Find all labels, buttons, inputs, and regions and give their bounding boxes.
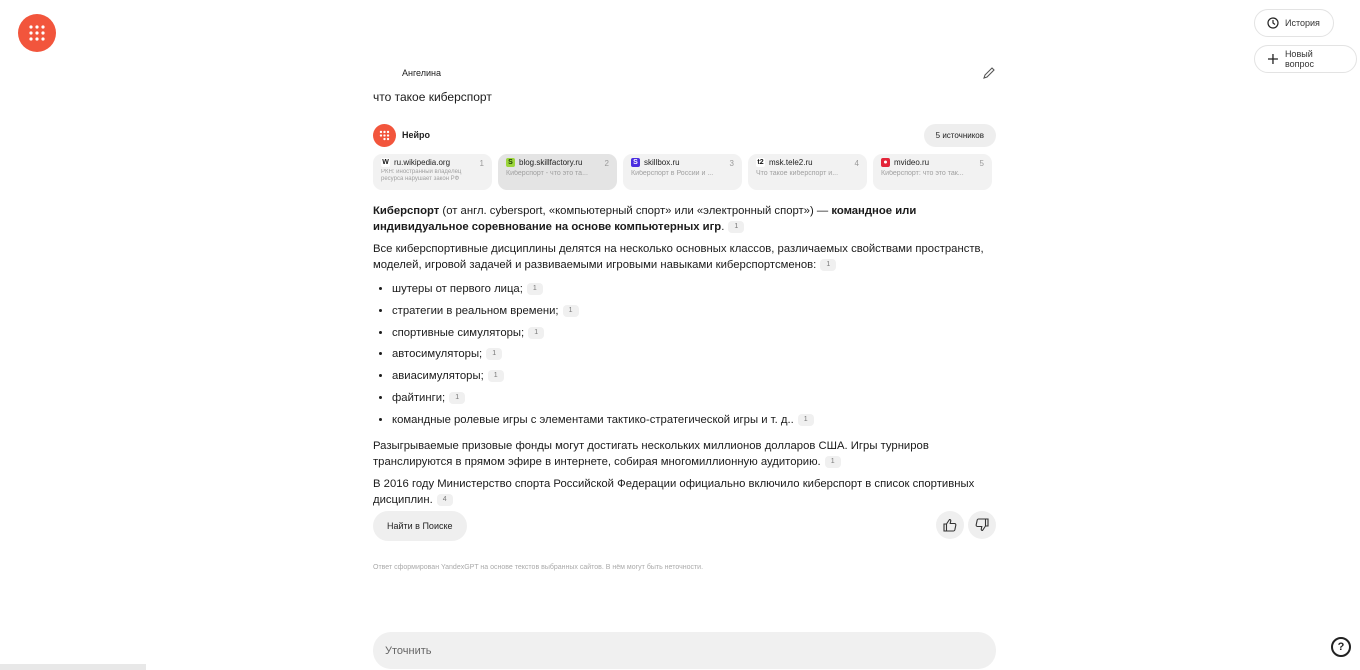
paragraph-text: Разыгрываемые призовые фонды могут достигать нескольких миллионов долларов США. Игры турниров транслируются в прямом эфире в интернете, собирая многомиллионную аудиторию.	[373, 439, 929, 468]
source-description: РКН: иностранный владелец ресурса нарушает закон РФ	[381, 169, 462, 182]
answer-paragraph-1	[373, 203, 996, 235]
list-item	[392, 301, 996, 323]
list-item	[392, 279, 996, 301]
thumbs-down-icon	[975, 518, 989, 532]
paragraph-text: В 2016 году Министерство спорта Российской Федерации официально включило киберспорт в список спортивных дисциплин.	[373, 477, 975, 506]
source-domain: skillbox.ru	[644, 158, 680, 167]
source-description: Киберспорт: что это так...	[881, 170, 964, 177]
site-favicon-icon: ●	[881, 158, 890, 167]
source-card-header	[881, 158, 984, 167]
citation-badge[interactable]: 1	[798, 414, 814, 426]
answer-paragraph-4	[373, 476, 996, 508]
list-item-text: авиасимуляторы;	[392, 370, 484, 383]
list-item	[392, 410, 996, 432]
source-description: Что такое киберспорт и...	[756, 170, 839, 177]
help-button[interactable]	[1331, 637, 1351, 657]
citation-badge[interactable]: 1	[728, 221, 744, 233]
source-domain: blog.skillfactory.ru	[519, 158, 583, 167]
history-label: История	[1285, 18, 1320, 28]
source-number: 1	[479, 159, 484, 168]
citation-badge[interactable]: 4	[437, 494, 453, 506]
history-button[interactable]	[1254, 9, 1334, 37]
source-cards	[373, 154, 992, 190]
new-question-label: Новый вопрос	[1284, 49, 1315, 69]
citation-badge[interactable]: 1	[488, 370, 504, 382]
definition-text: (от англ. cybersport, «компьютерный спорт» или «электронный спорт») —	[439, 205, 832, 217]
citation-badge[interactable]: 1	[486, 348, 502, 360]
dislike-button[interactable]	[968, 511, 996, 539]
source-card[interactable]	[373, 154, 492, 190]
yandex-logo[interactable]	[18, 14, 56, 52]
list-item	[392, 344, 996, 366]
citation-badge[interactable]: 1	[527, 283, 543, 295]
search-in-yandex-button[interactable]: Найти в Поиске	[373, 511, 467, 541]
site-favicon-icon: S	[506, 158, 515, 167]
help-icon: ?	[1337, 641, 1345, 653]
clarify-placeholder: Уточнить	[385, 644, 432, 657]
source-card[interactable]	[623, 154, 742, 190]
source-domain: msk.tele2.ru	[769, 158, 813, 167]
source-card[interactable]	[748, 154, 867, 190]
citation-badge[interactable]: 1	[820, 259, 836, 271]
list-item	[392, 388, 996, 410]
user-question: что такое киберспорт	[373, 90, 492, 104]
new-question-button[interactable]	[1254, 45, 1357, 73]
site-favicon-icon: S	[631, 158, 640, 167]
disciplines-list	[373, 279, 996, 432]
source-card-header	[506, 158, 609, 167]
source-card-header	[381, 158, 484, 167]
answer-paragraph-3	[373, 438, 996, 470]
like-button[interactable]	[936, 511, 964, 539]
assistant-header	[373, 124, 996, 148]
source-description: Киберспорт в России и ...	[631, 170, 714, 177]
source-number: 3	[729, 159, 734, 168]
citation-badge[interactable]: 1	[449, 392, 465, 404]
citation-badge[interactable]: 1	[825, 456, 841, 468]
edit-pencil-icon[interactable]	[982, 66, 996, 80]
logo-icon	[26, 22, 48, 44]
source-number: 4	[854, 159, 859, 168]
list-item-text: спортивные симуляторы;	[392, 326, 525, 339]
list-item-text: шутеры от первого лица;	[392, 283, 523, 295]
source-card[interactable]	[498, 154, 617, 190]
neuro-avatar	[373, 124, 396, 147]
clock-icon	[1267, 17, 1279, 29]
bottom-status-strip	[0, 664, 146, 670]
source-card-header	[756, 158, 859, 167]
site-favicon-icon: W	[382, 159, 389, 166]
neuro-logo-icon	[378, 129, 391, 142]
definition-bold: командное или индивидуальное соревнование на основе компьютерных игр	[373, 205, 917, 233]
paragraph-text: Все киберспортивные дисциплины делятся на несколько основных классов, различаемых свойствами пространств, моделей, игровой задачей и развиваемыми игровыми навыками киберспортсменов:	[373, 243, 984, 271]
thumbs-up-icon	[943, 518, 957, 532]
disclaimer-text: Ответ сформирован YandexGPT на основе текстов выбранных сайтов. В нём могут быть неточности.	[373, 564, 704, 571]
list-item-text: стратегии в реальном времени;	[392, 304, 559, 317]
source-domain: mvideo.ru	[894, 158, 930, 167]
source-description: Киберспорт - что это та...	[506, 170, 588, 177]
citation-badge[interactable]: 1	[563, 305, 579, 317]
list-item-text: файтинги;	[392, 391, 446, 404]
list-item	[392, 366, 996, 388]
sources-count-button[interactable]: 5 источников	[924, 124, 996, 147]
list-item-text: командные ролевые игры с элементами тактико-стратегической игры и т. д..	[392, 413, 794, 426]
term: Киберспорт	[373, 205, 440, 217]
user-name: Ангелина	[402, 68, 442, 78]
assistant-name: Нейро	[402, 130, 431, 140]
site-favicon-icon: t2	[757, 159, 764, 166]
source-domain: ru.wikipedia.org	[394, 158, 451, 167]
plus-icon	[1267, 53, 1279, 65]
definition-end: .	[721, 221, 725, 233]
source-card-header	[631, 158, 734, 167]
answer-paragraph-2	[373, 241, 996, 273]
source-number: 5	[979, 159, 984, 168]
clarify-input[interactable]	[373, 632, 996, 669]
list-item	[392, 323, 996, 345]
answer-body	[373, 203, 996, 514]
citation-badge[interactable]: 1	[528, 327, 544, 339]
source-card[interactable]	[873, 154, 992, 190]
source-number: 2	[604, 159, 609, 168]
list-item-text: автосимуляторы;	[392, 348, 483, 361]
